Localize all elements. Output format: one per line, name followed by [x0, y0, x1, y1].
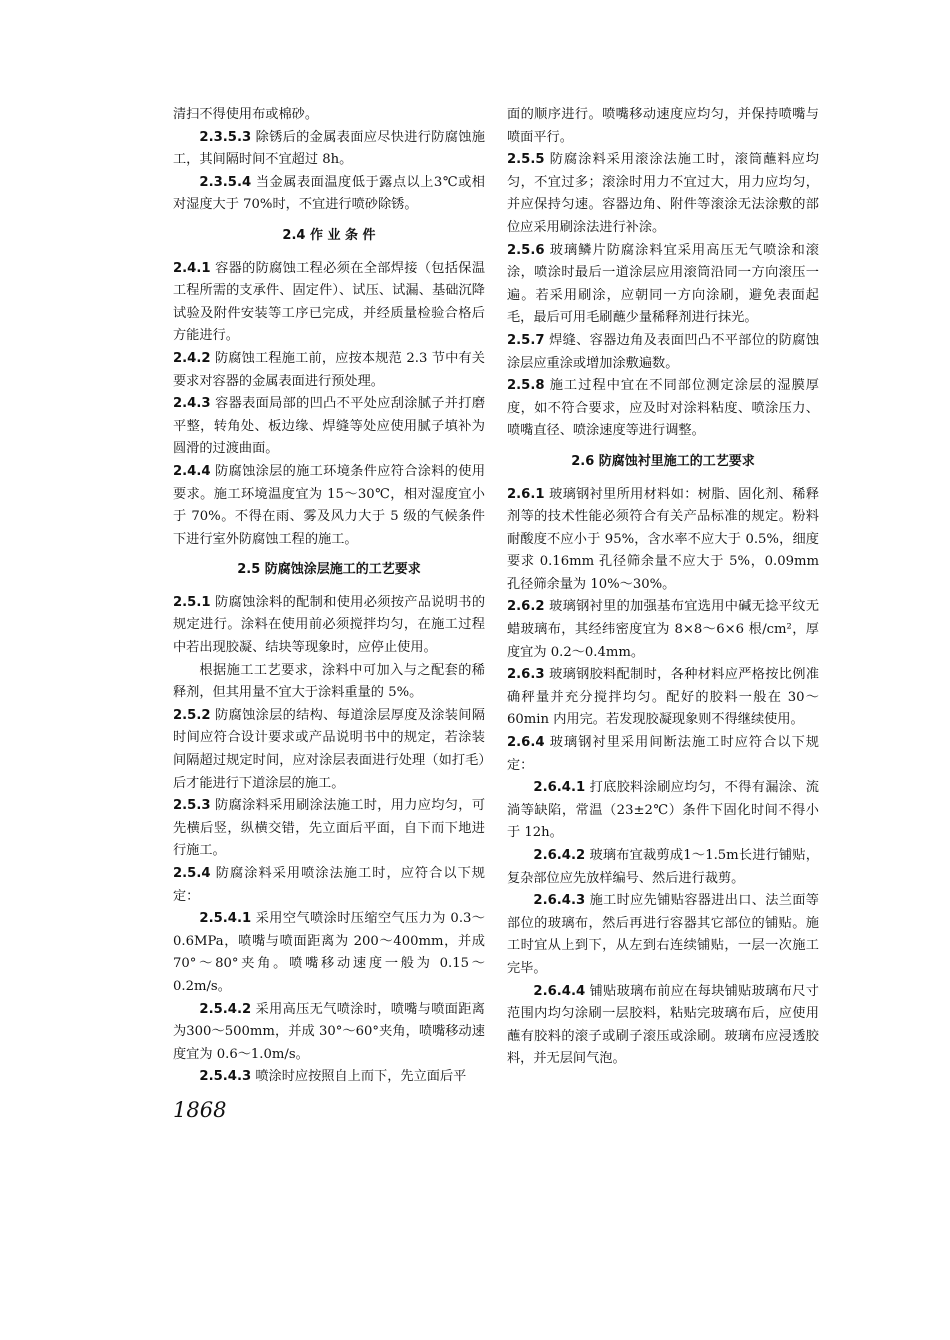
paragraph — [507, 890, 819, 980]
clause-number: 2.4.2 — [173, 350, 211, 366]
clause-number: 2.6.4 — [507, 735, 545, 751]
clause-number: 2.5.7 — [507, 332, 545, 348]
section-heading: 2.5 防腐蚀涂层施工的工艺要求 — [237, 562, 421, 578]
paragraph-text: 容器的防腐蚀工程必须在全部焊接（包括保温工程所需的支承件、固定件）、试压、试漏、基础沉降试验及附件安装等工序已完成，并经质量检验合格后方能进行。 — [173, 260, 486, 344]
paragraph-text: 施工时应先铺贴容器进出口、法兰面等部位的玻璃布，然后再进行容器其它部位的铺贴。施工时宜从上到下，从左到右连续铺贴，一层一次施工完毕。 — [507, 893, 819, 976]
paragraph — [173, 863, 485, 908]
paragraph — [173, 104, 485, 127]
paragraph-text: 清扫不得使用布或棉砂。 — [173, 107, 319, 122]
paragraph — [173, 999, 485, 1067]
paragraph — [173, 660, 485, 705]
paragraph-text: 施工过程中宜在不同部位测定涂层的湿膜厚度，如不符合要求，应及时对涂料粘度、喷涂压力、喷嘴直径、喷涂速度等进行调整。 — [507, 378, 819, 439]
clause-number: 2.6.1 — [507, 486, 545, 502]
clause-number: 2.6.2 — [507, 599, 545, 615]
paragraph — [173, 461, 485, 551]
paragraph-text: 玻璃鳞片防腐涂料宜采用高压无气喷涂和滚涂，喷涂时最后一道涂层应用滚筒沿同一方向滚压一遍。若采用刷涂，应朝同一方向涂刷，避免表面起毛，最后可用毛刷蘸少量稀释剂进行抹光。 — [507, 242, 819, 326]
paragraph — [173, 258, 485, 348]
paragraph — [507, 777, 819, 845]
clause-number: 2.6.3 — [507, 667, 545, 683]
paragraph-text: 根据施工工艺要求，涂料中可加入与之配套的稀释剂，但其用量不宜大于涂料重量的 5%。 — [173, 662, 485, 701]
clause-number: 2.5.4.1 — [199, 911, 252, 927]
clause-number: 2.4.4 — [173, 463, 211, 479]
paragraph — [507, 484, 819, 597]
paragraph-text: 防腐蚀工程施工前，应按本规范 2.3 节中有关要求对容器的金属表面进行预处理。 — [173, 350, 485, 389]
paragraph — [173, 172, 485, 217]
clause-number: 2.6.4.2 — [533, 848, 586, 863]
paragraph-text: 采用空气喷涂时压缩空气压力为 0.3～0.6MPa，喷嘴与喷面距离为 200～400mm，并成 70°～80°夹角。喷嘴移动速度一般为 0.15～0.2m/s。 — [173, 911, 485, 994]
section-heading: 2.6 防腐蚀衬里施工的工艺要求 — [571, 453, 755, 469]
paragraph — [507, 104, 819, 149]
paragraph — [507, 240, 819, 330]
clause-number: 2.5.4 — [173, 866, 211, 881]
paragraph-text: 采用高压无气喷涂时，喷嘴与喷面距离为300～500mm，并成 30°～60°夹角，喷嘴移动速度宜为 0.6～1.0m/s。 — [173, 1001, 485, 1062]
clause-number: 2.3.5.3 — [199, 129, 252, 145]
clause-number: 2.5.6 — [507, 242, 545, 258]
paragraph-text: 喷涂时应按照自上而下，先立面后平 — [255, 1069, 467, 1085]
clause-number: 2.5.8 — [507, 378, 545, 394]
paragraph — [507, 596, 819, 664]
paragraph-text: 当金属表面温度低于露点以上3℃或相对湿度大于 70%时，不宜进行喷砂除锈。 — [173, 174, 485, 213]
clause-number: 2.4.1 — [173, 260, 211, 276]
paragraph — [173, 127, 485, 172]
clause-number: 2.5.1 — [173, 594, 211, 610]
paragraph-text: 铺贴玻璃布前应在每块铺贴玻璃布尺寸范围内均匀涂刷一层胶料，粘贴完玻璃布后，应使用蘸有胶料的滚子或刷子滚压或涂刷。玻璃布应浸透胶料，并无层间气泡。 — [507, 983, 819, 1067]
clause-number: 2.5.4.2 — [199, 1001, 252, 1017]
clause-number: 2.3.5.4 — [199, 174, 252, 190]
clause-number: 2.6.4.4 — [533, 983, 586, 999]
section-heading: 2.4 作 业 条 件 — [282, 227, 376, 243]
clause-number: 2.5.5 — [507, 152, 545, 168]
left-column — [173, 104, 485, 1089]
clause-number: 2.4.3 — [173, 396, 211, 412]
paragraph-text: 玻璃钢衬里采用间断法施工时应符合以下规定： — [507, 735, 819, 773]
paragraph-text: 面的顺序进行。喷嘴移动速度应均匀，并保持喷嘴与喷面平行。 — [507, 107, 819, 145]
paragraph-text: 防腐蚀涂料的配制和使用必须按产品说明书的规定进行。涂料在使用前必须搅拌均匀，在施工过程中若出现胶凝、结块等现象时，应停止使用。 — [173, 594, 486, 656]
paragraph-text: 玻璃布宜裁剪成1～1.5m长进行铺贴，复杂部位应先放样编号、然后进行裁剪。 — [507, 848, 819, 886]
paragraph-text: 玻璃钢衬里所用材料如：树脂、固化剂、稀释剂等的技术性能必须符合有关产品标准的规定。粉料耐酸度不应小于 95%，含水率不应大于 0.5%，细度要求 0.16mm 孔径筛余量不应大于 5%，0.09mm 孔径筛余量为 10%～30%。 — [507, 486, 820, 592]
paragraph-text: 防腐蚀涂层的施工环境条件应符合涂料的使用要求。施工环境温度宜为 15～30℃，相对湿度宜小于 70%。不得在雨、雾及风力大于 5 级的气候条件下进行室外防腐蚀工程的施工。 — [173, 463, 486, 547]
clause-number: 2.5.4.3 — [199, 1069, 252, 1085]
paragraph — [507, 330, 819, 375]
paragraph — [173, 393, 485, 461]
paragraph — [173, 348, 485, 393]
clause-number: 2.6.4.1 — [533, 780, 586, 796]
paragraph-text: 焊缝、容器边角及表面凹凸不平部位的防腐蚀涂层应重涂或增加涂敷遍数。 — [507, 332, 820, 371]
paragraph-text: 玻璃钢衬里的加强基布宜选用中碱无捻平纹无蜡玻璃布，其经纬密度宜为 8×8～6×6 根/cm²，厚度宜为 0.2～0.4mm。 — [507, 599, 820, 660]
paragraph — [173, 908, 485, 998]
clause-number: 2.5.2 — [173, 707, 211, 723]
paragraph — [507, 149, 819, 239]
paragraph — [173, 795, 485, 863]
right-column — [507, 104, 819, 1071]
paragraph — [507, 732, 819, 777]
paragraph — [173, 1066, 485, 1089]
paragraph-text: 容器表面局部的凹凸不平处应刮涂腻子并打磨平整，转角处、板边缘、焊缝等处应使用腻子填补为圆滑的过渡曲面。 — [173, 396, 486, 457]
paragraph — [173, 592, 485, 660]
paragraph-text: 打底胶料涂刷应均匀，不得有漏涂、流淌等缺陷，常温（23±2℃）条件下固化时间不得小于 12h。 — [507, 780, 819, 841]
paragraph — [507, 981, 819, 1071]
page-number: 1868 — [173, 1098, 227, 1122]
paragraph — [173, 705, 485, 795]
paragraph — [507, 845, 819, 890]
paragraph-text: 除锈后的金属表面应尽快进行防腐蚀施工，其间隔时间不宜超过 8h。 — [173, 129, 485, 168]
paragraph-text: 防腐涂料采用刷涂法施工时，用力应均匀，可先横后竖，纵横交错，先立面后平面，自下而下地进行施工。 — [173, 798, 486, 859]
paragraph-text: 玻璃钢胶料配制时，各种材料应严格按比例准确秤量并充分搅拌均匀。配好的胶料一般在 30～60min 内用完。若发现胶凝现象则不得继续使用。 — [507, 667, 820, 728]
paragraph-text: 防腐涂料采用滚涂法施工时，滚筒蘸料应均匀，不宜过多；滚涂时用力不宜过大，用力应均匀，并应保持匀速。容器边角、附件等滚涂无法涂敷的部位应采用刷涂法进行补涂。 — [507, 152, 819, 235]
paragraph — [507, 664, 819, 732]
paragraph-text: 防腐蚀涂层的结构、每道涂层厚度及涂装间隔时间应符合设计要求或产品说明书中的规定，若涂装间隔超过规定时间，应对涂层表面进行处理（如打毛）后才能进行下道涂层的施工。 — [173, 707, 486, 791]
paragraph — [507, 375, 819, 443]
clause-number: 2.6.4.3 — [533, 893, 586, 909]
clause-number: 2.5.3 — [173, 798, 211, 814]
paragraph-text: 防腐涂料采用喷涂法施工时，应符合以下规定： — [173, 866, 485, 904]
